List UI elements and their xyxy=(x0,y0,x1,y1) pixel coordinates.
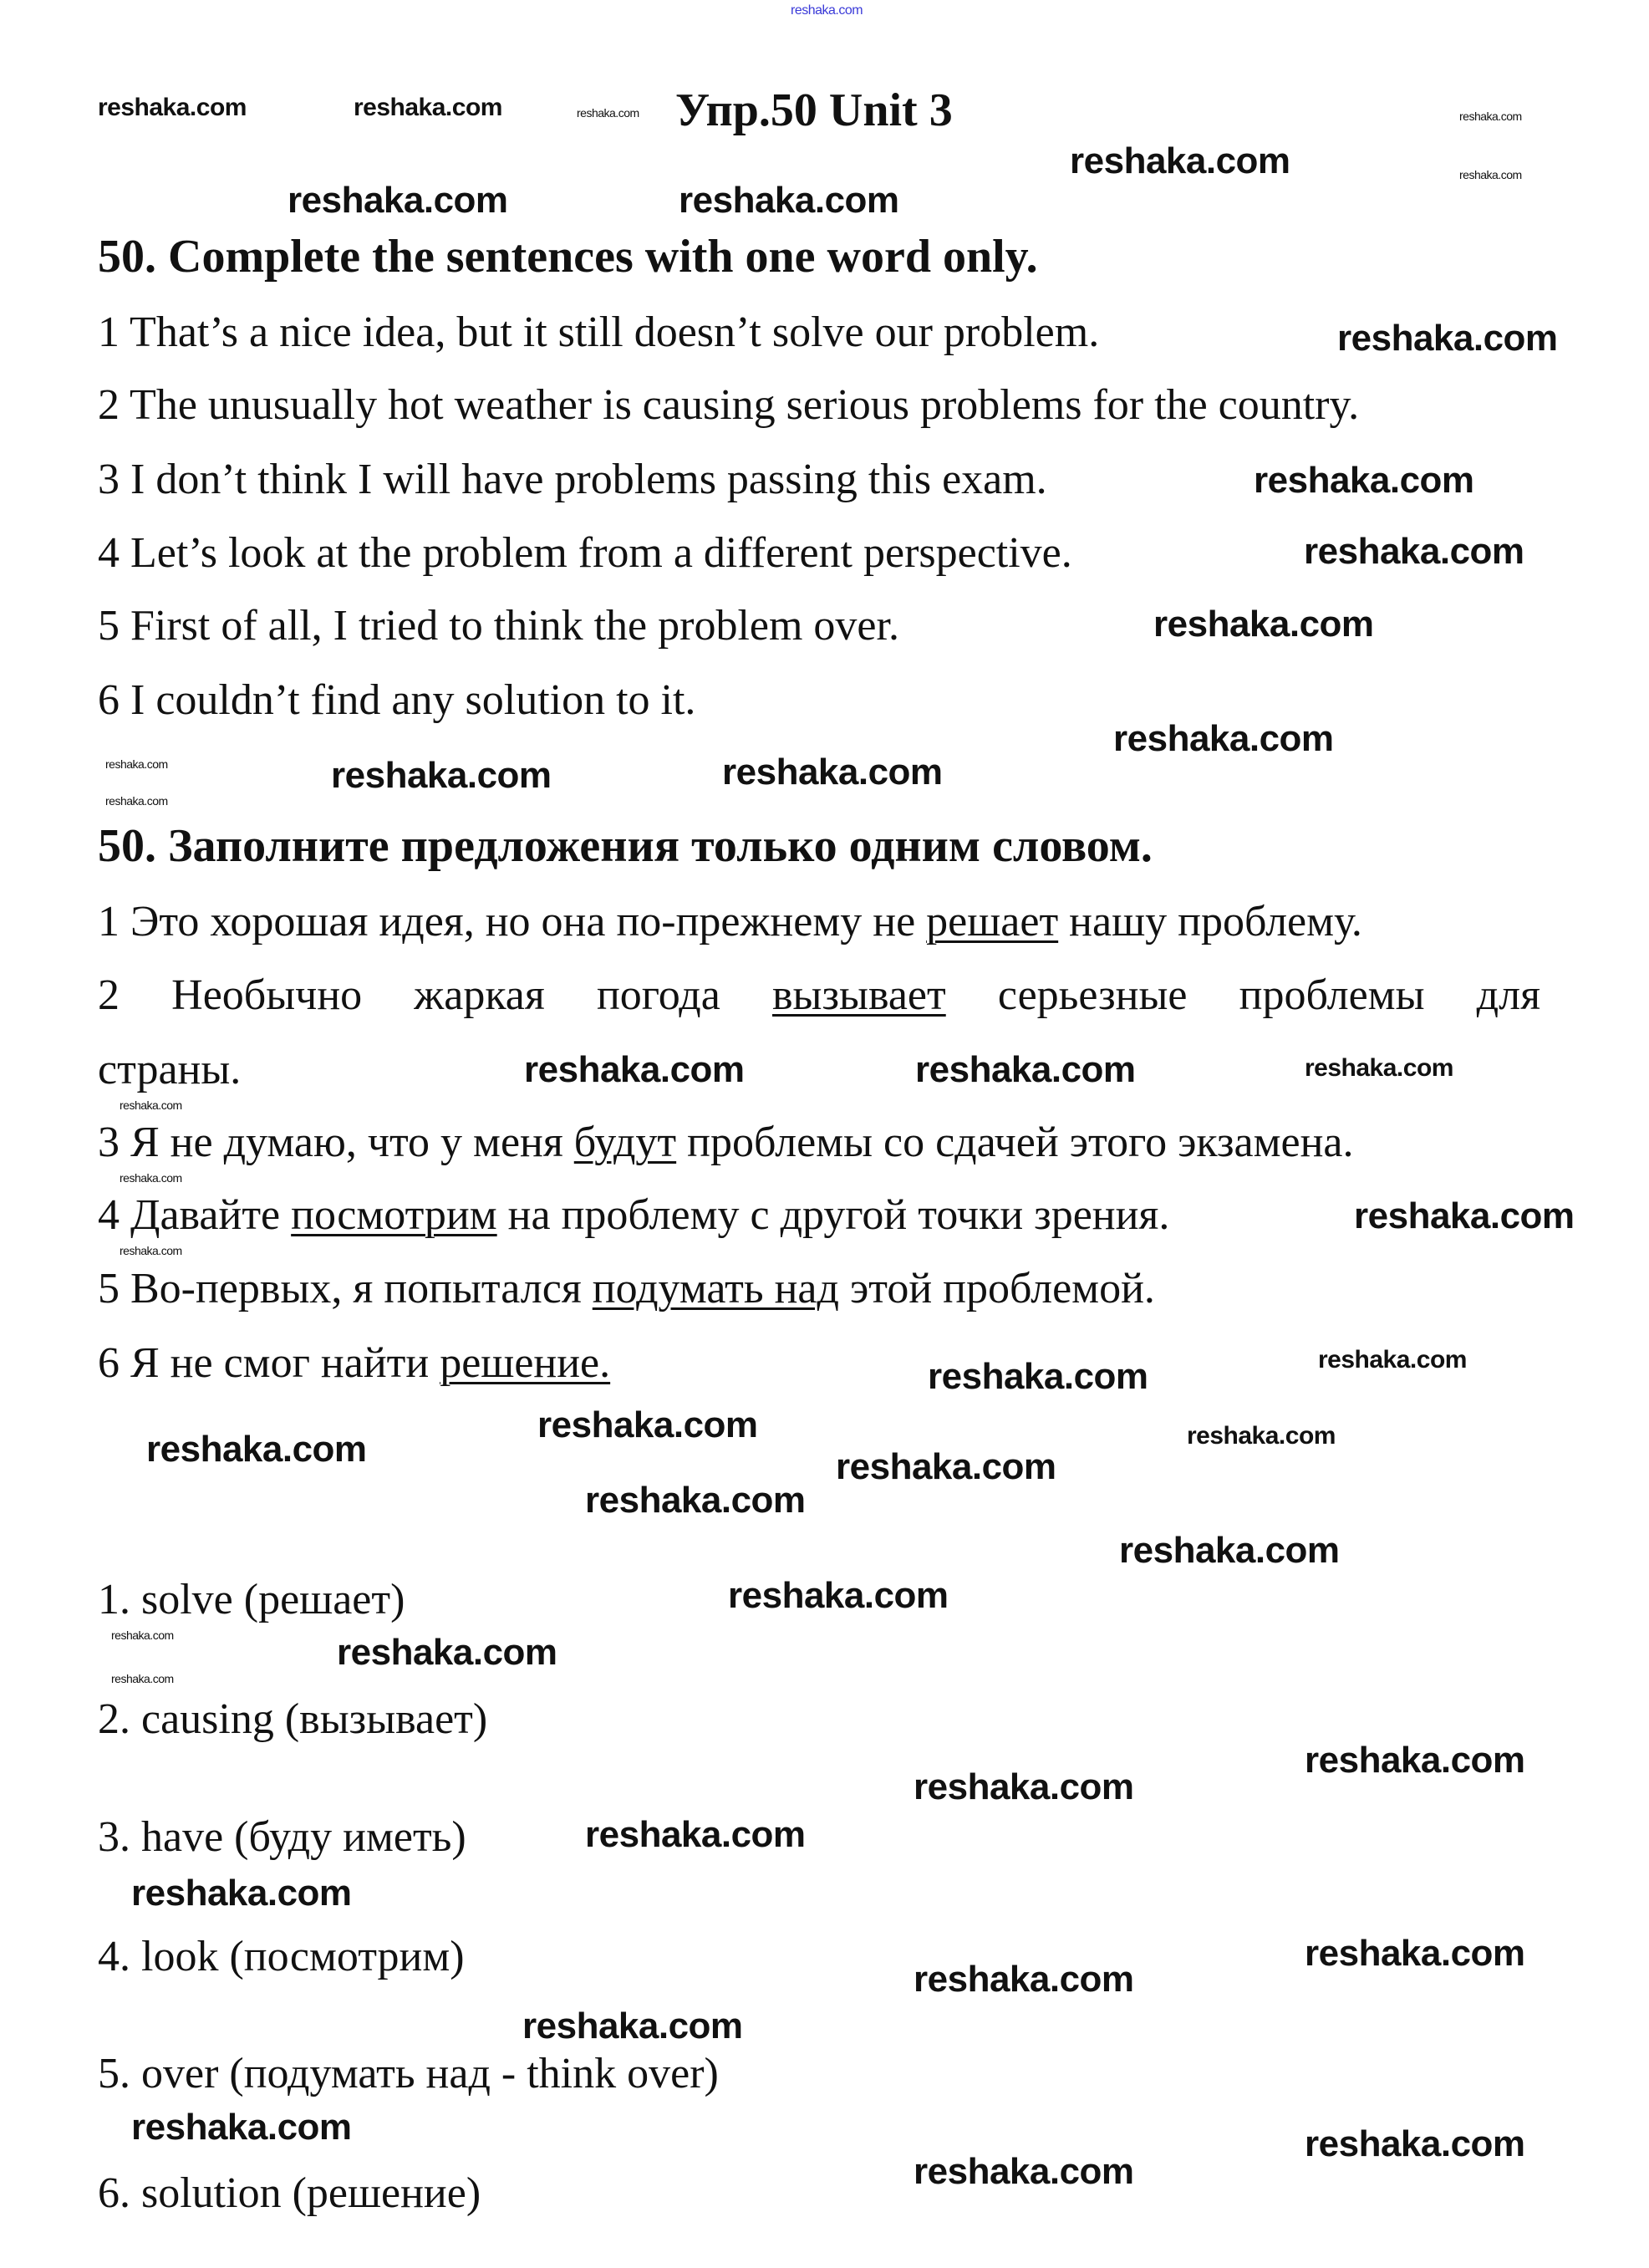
watermark: reshaka.com xyxy=(111,1672,174,1685)
watermark: reshaka.com xyxy=(120,1244,182,1257)
answer-item: 1. solve (решает) xyxy=(98,1576,405,1623)
sentence-text: 3 Я не думаю, что у меня xyxy=(98,1119,574,1166)
answer-item: 4. look (посмотрим) xyxy=(98,1933,465,1980)
english-sentence: 2 The unusually hot weather is causing serious problems for the country. xyxy=(98,381,1360,429)
watermark: reshaka.com xyxy=(1119,1530,1340,1571)
watermark: reshaka.com xyxy=(585,1480,806,1521)
watermark: reshaka.com xyxy=(537,1404,758,1445)
watermark: reshaka.com xyxy=(1070,140,1290,181)
watermark: reshaka.com xyxy=(105,757,168,771)
watermark: reshaka.com xyxy=(722,752,943,793)
russian-sentence-continuation: страны. xyxy=(98,1046,242,1093)
russian-sentence xyxy=(98,897,1362,947)
answer-item: 5. over (подумать над - think over) xyxy=(98,2050,719,2097)
watermark: reshaka.com xyxy=(1337,318,1558,359)
sentence-text: 6 Я не смог найти xyxy=(98,1339,440,1387)
sentence-text: нашу проблему. xyxy=(1058,898,1362,945)
sentence-text: 2 Необычно жаркая погода xyxy=(98,971,772,1019)
russian-sentence xyxy=(98,1264,1155,1314)
sentence-text: этой проблемой. xyxy=(838,1265,1155,1312)
underlined-answer: будут xyxy=(573,1119,677,1166)
watermark: reshaka.com xyxy=(288,180,508,221)
watermark: reshaka.com xyxy=(1305,2123,1525,2164)
watermark: reshaka.com xyxy=(577,106,639,120)
english-heading: 50. Complete the sentences with one word only. xyxy=(98,231,1038,283)
watermark: reshaka.com xyxy=(1187,1422,1336,1450)
watermark: reshaka.com xyxy=(98,94,247,121)
watermark: reshaka.com xyxy=(120,1171,182,1185)
watermark: reshaka.com xyxy=(131,1873,352,1914)
watermark: reshaka.com xyxy=(928,1356,1148,1397)
watermark: reshaka.com xyxy=(1304,531,1524,572)
russian-sentence xyxy=(98,1118,1354,1168)
answer-item: 6. solution (решение) xyxy=(98,2169,481,2217)
answer-item: 2. causing (вызывает) xyxy=(98,1695,488,1743)
watermark: reshaka.com xyxy=(836,1446,1056,1487)
sentence-text: проблемы со сдачей этого экзамена. xyxy=(676,1119,1354,1166)
watermark: reshaka.com xyxy=(1354,1195,1575,1236)
underlined-answer: подумать над xyxy=(592,1265,839,1312)
watermark: reshaka.com xyxy=(105,794,168,808)
watermark: reshaka.com xyxy=(524,1049,745,1090)
english-sentence: 4 Let’s look at the problem from a different perspective. xyxy=(98,529,1072,577)
watermark: reshaka.com xyxy=(679,180,899,221)
russian-sentence xyxy=(98,1190,1169,1241)
sentence-text: 1 Это хорошая идея, но она по-прежнему не xyxy=(98,898,927,945)
watermark: reshaka.com xyxy=(131,2107,352,2148)
watermark: reshaka.com xyxy=(1318,1346,1467,1374)
watermark: reshaka.com xyxy=(914,1766,1134,1807)
english-sentence: 5 First of all, I tried to think the problem over. xyxy=(98,602,899,650)
watermark: reshaka.com xyxy=(914,1959,1134,2000)
watermark: reshaka.com xyxy=(1305,1933,1525,1974)
watermark: reshaka.com xyxy=(1305,1740,1525,1781)
watermark: reshaka.com xyxy=(728,1575,949,1616)
watermark: reshaka.com xyxy=(1305,1054,1453,1082)
underlined-answer: вызывает xyxy=(772,971,946,1019)
sentence-text: на проблему с другой точки зрения. xyxy=(496,1191,1170,1239)
watermark: reshaka.com xyxy=(146,1429,367,1470)
watermark: reshaka.com xyxy=(585,1814,806,1855)
watermark: reshaka.com xyxy=(914,2151,1134,2192)
watermark: reshaka.com xyxy=(120,1098,182,1112)
watermark: reshaka.com xyxy=(354,94,502,121)
english-sentence: 6 I couldn’t find any solution to it. xyxy=(98,676,696,724)
watermark: reshaka.com xyxy=(1153,604,1374,645)
underlined-answer: посмотрим xyxy=(291,1191,497,1239)
watermark: reshaka.com xyxy=(1459,168,1522,181)
underlined-answer: решение. xyxy=(440,1339,611,1387)
sentence-text: 5 Во-первых, я попытался xyxy=(98,1265,593,1312)
watermark: reshaka.com xyxy=(337,1632,557,1673)
english-sentence: 3 I don’t think I will have problems passing this exam. xyxy=(98,456,1047,503)
answer-item: 3. have (буду иметь) xyxy=(98,1813,466,1861)
sentence-text: 4 Давайте xyxy=(98,1191,292,1239)
english-sentence: 1 That’s a nice idea, but it still doesn’t solve our problem. xyxy=(98,308,1100,356)
watermark: reshaka.com xyxy=(915,1049,1136,1090)
watermark: reshaka.com xyxy=(791,3,863,18)
russian-sentence xyxy=(98,1338,610,1389)
watermark: reshaka.com xyxy=(331,755,552,796)
page-title: Упр.50 Unit 3 xyxy=(675,84,953,136)
underlined-answer: решает xyxy=(926,898,1059,945)
watermark: reshaka.com xyxy=(1113,718,1334,759)
sentence-text: серьезные проблемы для xyxy=(945,971,1540,1019)
watermark: reshaka.com xyxy=(522,2006,743,2046)
watermark: reshaka.com xyxy=(111,1628,174,1642)
watermark: reshaka.com xyxy=(1254,460,1474,501)
russian-sentence xyxy=(98,971,1540,1021)
russian-heading: 50. Заполните предложения только одним словом. xyxy=(98,820,1153,872)
watermark: reshaka.com xyxy=(1459,110,1522,123)
